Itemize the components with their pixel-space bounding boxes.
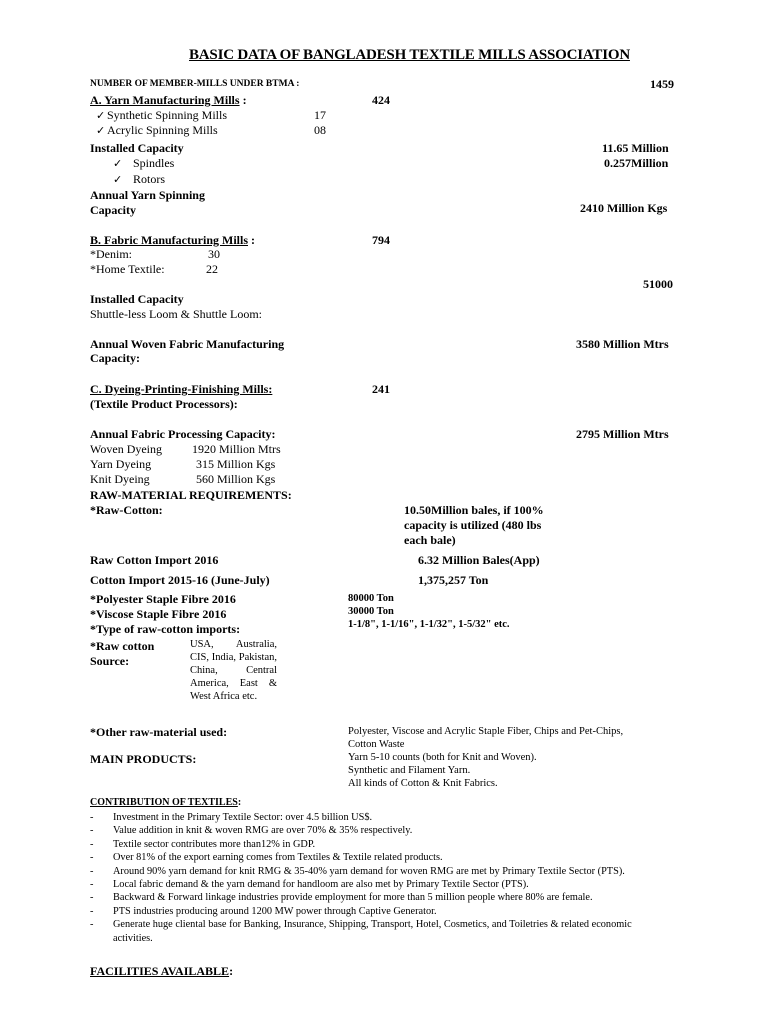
yarn-heading-text: A. Yarn Manufacturing Mills [90, 93, 240, 107]
import1516-label: Cotton Import 2015-16 (June-July) [90, 573, 270, 587]
home-textile-value: 22 [206, 262, 218, 276]
raw-cotton-value-2: capacity is utilized (480 lbs [404, 518, 542, 532]
import1516-value: 1,375,257 Ton [418, 573, 489, 587]
dash-bullet-icon: - [90, 892, 94, 904]
contribution-item-text: Investment in the Primary Textile Sector: over 4.5 billion US$. [113, 812, 373, 823]
products-heading: MAIN PRODUCTS: [90, 752, 197, 766]
checkmark-icon: ✓ [96, 110, 106, 122]
dash-bullet-icon: - [90, 825, 94, 837]
woven-dyeing-value: 1920 Million Mtrs [192, 442, 281, 456]
fabric-annual-label-2: Capacity: [90, 351, 140, 365]
spindles-value: 11.65 Million [602, 141, 669, 155]
spindles-row [113, 156, 174, 171]
yarn-annual-label-1: Annual Yarn Spinning [90, 188, 205, 202]
yarn-heading [90, 93, 247, 107]
rotors-row [113, 172, 165, 187]
type-value: 1-1/8", 1-1/16", 1-1/32", 1-5/32" etc. [348, 619, 510, 630]
raw-cotton-value-3: each bale) [404, 533, 456, 547]
page-title: BASIC DATA OF BANGLADESH TEXTILE MILLS ASSOCIATION [189, 47, 630, 63]
yarn-installed-label: Installed Capacity [90, 141, 184, 155]
fabric-annual-label-1: Annual Woven Fabric Manufacturing [90, 337, 285, 351]
contribution-heading [90, 796, 241, 810]
facilities-heading-colon: : [229, 964, 234, 978]
synthetic-value: 17 [314, 108, 326, 122]
fabric-annual-value: 3580 Million Mtrs [576, 337, 669, 351]
spindles-label: Spindles [133, 156, 175, 170]
source-label-1: *Raw cotton [90, 639, 155, 653]
yarn-heading-colon: : [242, 93, 247, 107]
dyeing-sub: (Textile Product Processors): [90, 397, 238, 411]
checkmark-icon: ✓ [96, 125, 106, 137]
contribution-item [90, 918, 650, 945]
home-textile-label: *Home Textile: [90, 262, 165, 276]
raw-cotton-value-1: 10.50Million bales, if 100% [404, 503, 544, 517]
fabric-count: 794 [372, 233, 390, 247]
denim-label: *Denim: [90, 247, 132, 261]
contribution-item [90, 865, 650, 878]
products-line-2: Synthetic and Filament Yarn. [348, 765, 471, 776]
contribution-item-text: Around 90% yarn demand for knit RMG & 35-40% yarn demand for woven RMG are met by Primary Textile Sector (PTS). [113, 865, 625, 877]
yarn-annual-value: 2410 Million Kgs [580, 201, 668, 215]
dash-bullet-icon: - [90, 919, 94, 931]
contribution-item [90, 838, 650, 851]
contribution-item-text: Generate huge cliental base for Banking, Insurance, Shipping, Transport, Hotel, Cosmetics, and Toiletries & related economic activities. [113, 919, 632, 944]
products-line-3: All kinds of Cotton & Knit Fabrics. [348, 778, 498, 789]
contribution-item-text: Textile sector contributes more than12% in GDP. [113, 838, 316, 850]
synthetic-row [96, 108, 227, 123]
dyeing-annual-value: 2795 Million Mtrs [576, 427, 669, 441]
loom-label: Shuttle-less Loom & Shuttle Loom: [90, 307, 262, 321]
other-raw-label: *Other raw-material used: [90, 725, 228, 739]
dash-bullet-icon: - [90, 905, 94, 917]
import2016-label: Raw Cotton Import 2016 [90, 553, 219, 567]
contribution-item [90, 851, 650, 864]
rotors-label: Rotors [133, 172, 166, 186]
contribution-list [90, 811, 650, 945]
yarn-count: 424 [372, 93, 390, 107]
source-value: USA, Australia, CIS, India, Pakistan, China, Central America, East & West Africa etc. [190, 639, 277, 702]
loom-value: 51000 [643, 277, 673, 291]
contribution-item [90, 891, 650, 904]
denim-value: 30 [208, 247, 220, 261]
fabric-heading [90, 233, 255, 247]
viscose-value: 30000 Ton [348, 606, 394, 617]
dyeing-annual-label: Annual Fabric Processing Capacity: [90, 427, 276, 441]
contribution-item-text: Local fabric demand & the yarn demand for handloom are also met by Primary Textile Sector (PTS). [113, 879, 529, 891]
contribution-heading-colon: : [237, 797, 242, 808]
contribution-item [90, 811, 650, 824]
knit-dyeing-value: 560 Million Kgs [196, 472, 276, 486]
contribution-item [90, 824, 650, 837]
yarn-annual-label-2: Capacity [90, 203, 136, 217]
dash-bullet-icon: - [90, 865, 94, 877]
dash-bullet-icon: - [90, 838, 94, 850]
contribution-item-text: Backward & Forward linkage industries provide employment for more than 5 million people where 80% are female. [113, 892, 593, 904]
polyester-label: *Polyester Staple Fibre 2016 [90, 592, 236, 606]
acrylic-row [96, 123, 218, 138]
type-label: *Type of raw-cotton imports: [90, 622, 241, 636]
contribution-item-text: Value addition in knit & woven RMG are over 70% & 35% respectively. [113, 825, 413, 837]
contribution-item [90, 878, 650, 891]
polyester-value: 80000 Ton [348, 593, 394, 604]
synthetic-label: Synthetic Spinning Mills [107, 108, 228, 122]
checkmark-icon: ✓ [113, 174, 123, 186]
viscose-label: *Viscose Staple Fibre 2016 [90, 607, 227, 621]
acrylic-label: Acrylic Spinning Mills [107, 123, 218, 137]
contribution-item [90, 905, 650, 918]
fabric-heading-text: B. Fabric Manufacturing Mills [90, 233, 248, 247]
dash-bullet-icon: - [90, 852, 94, 864]
other-raw-value-1: Polyester, Viscose and Acrylic Staple Fiber, Chips and Pet-Chips, [348, 726, 624, 737]
dash-bullet-icon: - [90, 879, 94, 891]
raw-heading: RAW-MATERIAL REQUIREMENTS: [90, 488, 292, 502]
rotors-value: 0.257Million [604, 156, 669, 170]
raw-cotton-label: *Raw-Cotton: [90, 503, 163, 517]
acrylic-value: 08 [314, 123, 326, 137]
yarn-dyeing-value: 315 Million Kgs [196, 457, 276, 471]
contribution-heading-text: CONTRIBUTION OF TEXTILES [90, 797, 238, 808]
dash-bullet-icon: - [90, 812, 94, 823]
contribution-item-text: Over 81% of the export earning comes from Textiles & Textile related products. [113, 852, 443, 864]
dyeing-count: 241 [372, 382, 390, 396]
facilities-heading [90, 964, 233, 978]
other-raw-value-2: Cotton Waste [348, 739, 405, 750]
fabric-heading-colon: : [251, 233, 255, 247]
members-value: 1459 [650, 77, 674, 91]
source-label-2: Source: [90, 654, 130, 668]
fabric-installed-label: Installed Capacity [90, 292, 184, 306]
knit-dyeing-label: Knit Dyeing [90, 472, 150, 486]
facilities-heading-text: FACILITIES AVAILABLE [90, 964, 230, 978]
woven-dyeing-label: Woven Dyeing [90, 442, 163, 456]
contribution-item-text: PTS industries producing around 1200 MW power through Captive Generator. [113, 905, 437, 917]
dyeing-heading: C. Dyeing-Printing-Finishing Mills: [90, 382, 273, 396]
import2016-value: 6.32 Million Bales(App) [418, 553, 540, 567]
checkmark-icon: ✓ [113, 158, 123, 170]
products-line-1: Yarn 5-10 counts (both for Knit and Woven). [348, 752, 537, 763]
members-label: NUMBER OF MEMBER-MILLS UNDER BTMA : [90, 79, 300, 89]
yarn-dyeing-label: Yarn Dyeing [90, 457, 152, 471]
